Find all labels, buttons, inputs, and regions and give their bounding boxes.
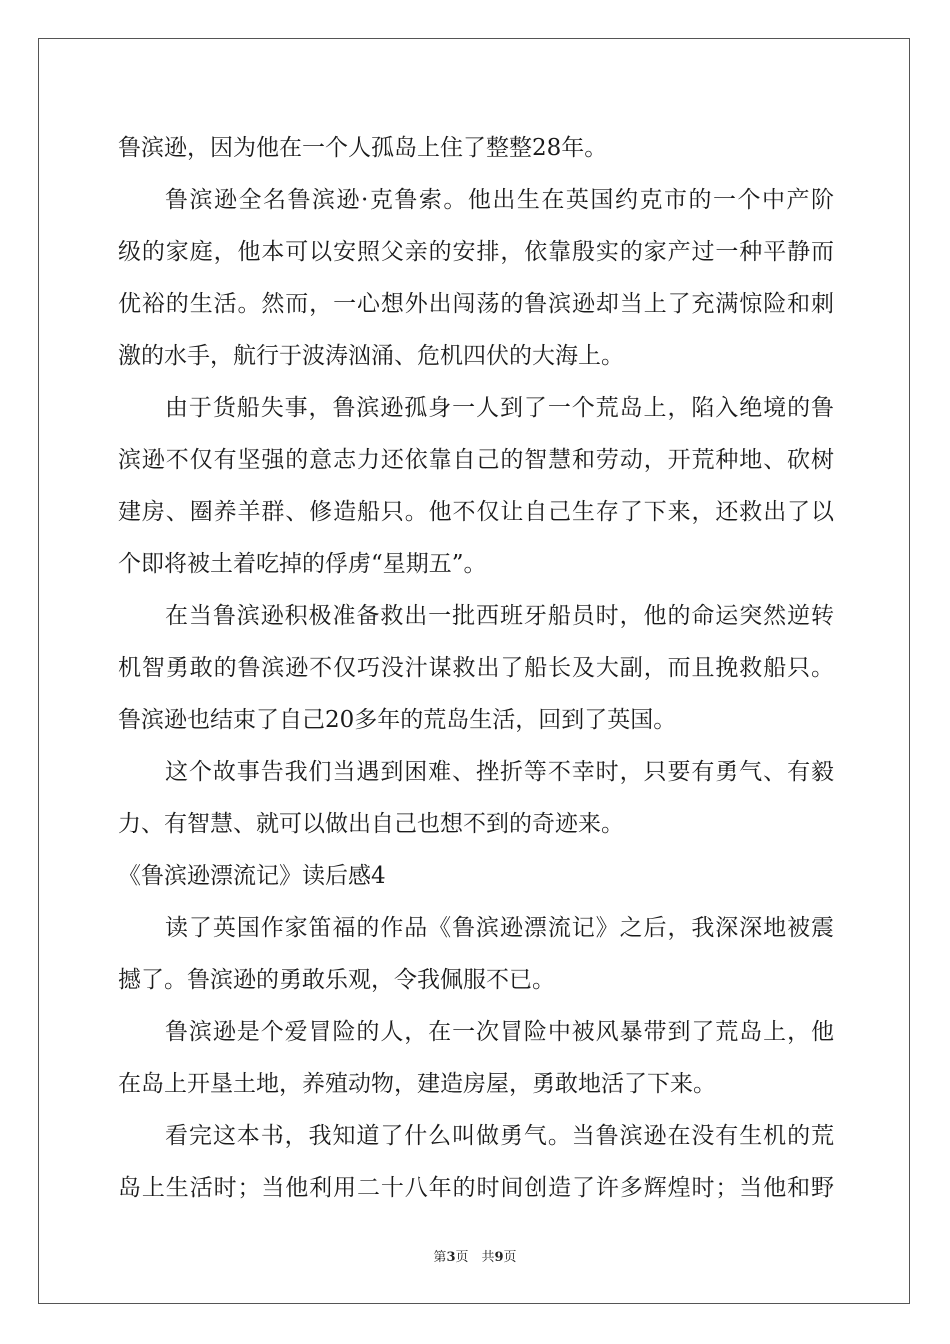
text-line: 在岛上开垦土地，养殖动物，建造房屋，勇敢地活了下来。 [118,1071,716,1097]
footer-prefix: 第 [433,1250,447,1265]
text-line: 由于货船失事，鲁滨逊孤身一人到了一个荒岛上，陷入绝境的鲁 [165,395,834,421]
text-line: 这个故事告我们当遇到困难、挫折等不幸时，只要有勇气、有毅 [165,759,834,785]
text-line: 鲁滨逊是个爱冒险的人，在一次冒险中被风暴带到了荒岛上，他 [165,1019,834,1045]
section-heading: 《鲁滨逊漂流记》读后感4 [118,863,386,889]
text-line: 力、有智慧、就可以做出自己也想不到的奇迹来。 [118,811,624,837]
text-line: 机智勇敢的鲁滨逊不仅巧没汁谋救出了船长及大副，而且挽救船只。 [118,655,834,681]
footer-mid: 页 共 [455,1250,495,1265]
text-line: 级的家庭，他本可以安照父亲的安排，依靠殷实的家产过一种平静而 [118,239,834,265]
text-line: 个即将被土着吃掉的俘虏“星期五”。 [118,551,487,577]
current-page-number: 3 [446,1250,456,1265]
text-line: 鲁滨逊，因为他在一个人孤岛上住了整整28年。 [118,135,608,161]
text-line: 在当鲁滨逊积极准备救出一批西班牙船员时，他的命运突然逆转 [165,603,834,629]
text-line: 鲁滨逊全名鲁滨逊·克鲁索。他出生在英国约克市的一个中产阶 [165,187,834,213]
text-line: 优裕的生活。然而，一心想外出闯荡的鲁滨逊却当上了充满惊险和刺 [118,291,834,317]
footer-suffix: 页 [503,1250,517,1265]
text-line: 建房、圈养羊群、修造船只。他不仅让自己生存了下来，还救出了以 [118,499,834,525]
text-line: 激的水手，航行于波涛汹涌、危机四伏的大海上。 [118,343,624,369]
text-line: 读了英国作家笛福的作品《鲁滨逊漂流记》之后，我深深地被震 [165,915,834,941]
text-line: 鲁滨逊也结束了自己20多年的荒岛生活，回到了英国。 [118,707,677,733]
total-page-number: 9 [494,1250,504,1265]
page-footer [0,1246,950,1265]
text-line: 岛上生活时；当他利用二十八年的时间创造了许多辉煌时；当他和野 [118,1175,834,1201]
document-body [118,128,834,1220]
text-line: 撼了。鲁滨逊的勇敢乐观，令我佩服不已。 [118,967,555,993]
text-line: 看完这本书，我知道了什么叫做勇气。当鲁滨逊在没有生机的荒 [165,1123,834,1149]
text-line: 滨逊不仅有坚强的意志力还依靠自己的智慧和劳动，开荒种地、砍树 [118,447,834,473]
